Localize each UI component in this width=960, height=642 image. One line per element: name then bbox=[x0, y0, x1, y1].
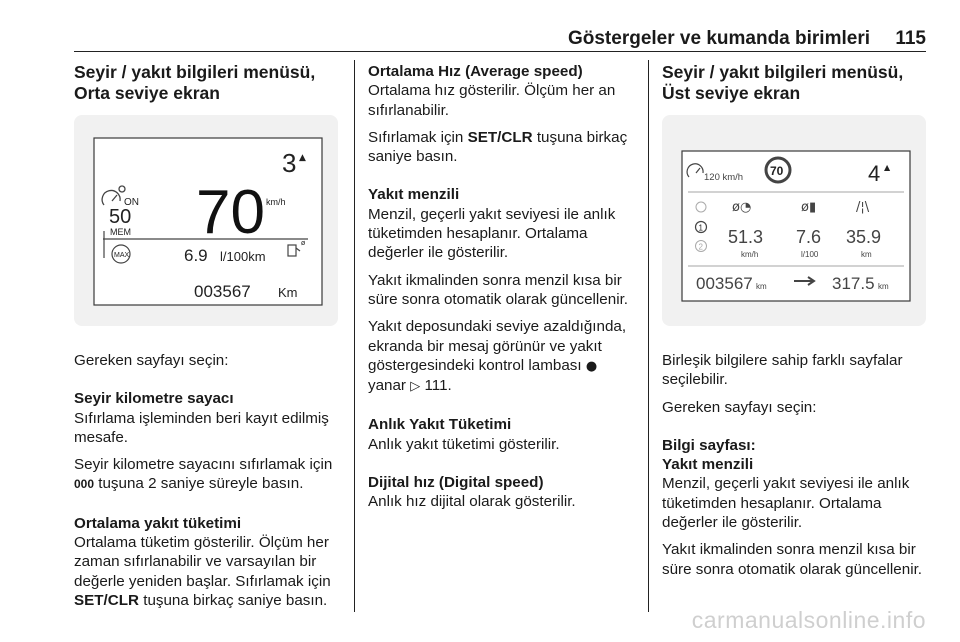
paragraph bbox=[74, 533, 344, 610]
cruise-status: ON bbox=[124, 197, 139, 208]
average-fuel-icon: ø▮ bbox=[801, 200, 817, 215]
subheading: Bilgi sayfası: bbox=[662, 436, 756, 454]
text: yanar bbox=[368, 377, 406, 395]
memory-label: MEM bbox=[110, 227, 131, 237]
paragraph: Birleşik bilgilere sahip farklı sayfalar seçilebilir. bbox=[662, 352, 903, 389]
text: Ortalama tüketim gösterilir. Ölçüm her zaman sıfırlanabilir ve varsayılan bir değerle yeniden başlar. Sıfırlamak için bbox=[74, 534, 331, 590]
range-road-icon: /¦\ bbox=[856, 200, 870, 215]
instrument-display bbox=[74, 115, 338, 326]
odometer-value: 003567 bbox=[194, 282, 251, 301]
column-2 bbox=[368, 62, 636, 512]
subheading: Yakıt menzili bbox=[368, 186, 460, 204]
page-reference: 111. bbox=[424, 377, 452, 395]
text: Sıfırlamak için bbox=[368, 128, 464, 146]
trip-value: 317.5 bbox=[832, 274, 875, 293]
average-speed-icon: ø◔ bbox=[732, 200, 752, 215]
subheading: Yakıt menzili bbox=[662, 456, 754, 474]
fuel-consumption-value: 6.9 bbox=[184, 246, 208, 265]
paragraph bbox=[368, 317, 636, 396]
odometer-unit: km bbox=[756, 282, 767, 291]
paragraph: Gereken sayfayı seçin: bbox=[662, 398, 817, 416]
fuel-consumption-unit: l/100km bbox=[220, 249, 266, 264]
section-heading: Seyir / yakıt bilgileri menüsü, Üst seviye ekran bbox=[662, 62, 904, 103]
page-title: Göstergeler ve kumanda birimleri bbox=[567, 28, 870, 49]
trip-unit: km bbox=[878, 282, 889, 291]
text: tuşuna 2 saniye süreyle basın. bbox=[98, 475, 304, 493]
cruise-speed: 120 km/h bbox=[704, 172, 744, 183]
average-speed-unit: km/h bbox=[741, 250, 759, 259]
max-label: MAX bbox=[114, 252, 130, 259]
speed-limit-value: 70 bbox=[770, 164, 784, 178]
odometer-unit: Km bbox=[278, 285, 298, 300]
text: Seyir kilometre sayacını sıfırlamak için bbox=[74, 456, 333, 474]
upper-level-display-figure bbox=[662, 115, 926, 326]
paragraph: Anlık yakıt tüketimi gösterilir. bbox=[368, 435, 560, 453]
odometer-value: 003567 bbox=[696, 274, 753, 293]
paragraph: Menzil, geçerli yakıt seviyesi ile anlık tüketimden hesaplanır. Ortalama değerler ile gösterilir. bbox=[368, 205, 616, 262]
page-reference-icon: ▷ bbox=[410, 379, 421, 395]
paragraph bbox=[368, 128, 636, 167]
mid-level-display-figure bbox=[74, 115, 338, 326]
page-header bbox=[74, 28, 926, 52]
average-speed-value: 51.3 bbox=[728, 227, 764, 247]
average-consumption-unit: l/100 bbox=[801, 250, 819, 259]
gear-indicator: 4 bbox=[868, 161, 881, 186]
trip-1-label: 1 bbox=[698, 223, 703, 233]
button-name: SET/CLR bbox=[74, 591, 139, 609]
button-name: SET/CLR bbox=[467, 128, 533, 146]
text: tuşuna birkaç saniye basın. bbox=[368, 128, 628, 166]
paragraph: Gereken sayfayı seçin: bbox=[74, 352, 229, 369]
text: Yakıt deposundaki seviye azaldığında, ekranda bir mesaj görünür ve yakıt göstergesindeki kontrol lambası bbox=[368, 318, 627, 374]
paragraph: Ortalama hız gösterilir. Ölçüm her an sıfırlanabilir. bbox=[368, 82, 616, 119]
set-speed: 50 bbox=[109, 206, 132, 228]
subheading: Dijital hız (Digital speed) bbox=[368, 474, 544, 492]
average-symbol-icon: ø bbox=[301, 239, 306, 247]
speed-unit: km/h bbox=[266, 197, 286, 207]
paragraph: Yakıt ikmalinden sonra menzil kısa bir süre sonra otomatik olarak güncellenir. bbox=[368, 271, 629, 308]
upshift-arrow-icon: ▲ bbox=[884, 163, 891, 172]
gear-indicator: 3 bbox=[282, 148, 297, 178]
column-divider bbox=[354, 60, 355, 612]
upshift-arrow-icon: ▲ bbox=[299, 153, 306, 163]
watermark: carmanualsonline.info bbox=[691, 607, 926, 633]
subheading: Ortalama Hız (Average speed) bbox=[368, 63, 583, 80]
speed-readout: 70 bbox=[196, 178, 265, 247]
subheading: Seyir kilometre sayacı bbox=[74, 390, 234, 408]
trip-2-label: 2 bbox=[698, 242, 703, 252]
paragraph: Yakıt ikmalinden sonra menzil kısa bir süre sonra otomatik olarak güncellenir. bbox=[662, 541, 923, 578]
range-value: 35.9 bbox=[846, 227, 882, 247]
instrument-display bbox=[662, 115, 926, 326]
warning-lamp-dot-icon: ● bbox=[585, 358, 598, 374]
section-heading: Seyir / yakıt bilgileri menüsü, Orta seviye ekran bbox=[74, 62, 316, 103]
paragraph: Anlık hız dijital olarak gösterilir. bbox=[368, 493, 576, 511]
range-unit: km bbox=[861, 250, 872, 259]
subheading: Anlık Yakıt Tüketimi bbox=[368, 416, 512, 434]
paragraph: Menzil, geçerli yakıt seviyesi ile anlık tüketimden hesaplanır. Ortalama değerler ile gösterilir. bbox=[662, 475, 910, 532]
average-consumption-value: 7.6 bbox=[796, 227, 822, 247]
reset-button-icon: 000 bbox=[74, 477, 95, 492]
page-number: 115 bbox=[895, 28, 926, 49]
header-rule bbox=[74, 51, 926, 52]
paragraph bbox=[74, 455, 344, 495]
column-divider bbox=[648, 60, 649, 612]
paragraph: Sıfırlama işleminden beri kayıt edilmiş mesafe. bbox=[74, 409, 329, 446]
subheading: Ortalama yakıt tüketimi bbox=[74, 514, 242, 532]
text: tuşuna birkaç saniye basın. bbox=[143, 591, 328, 609]
